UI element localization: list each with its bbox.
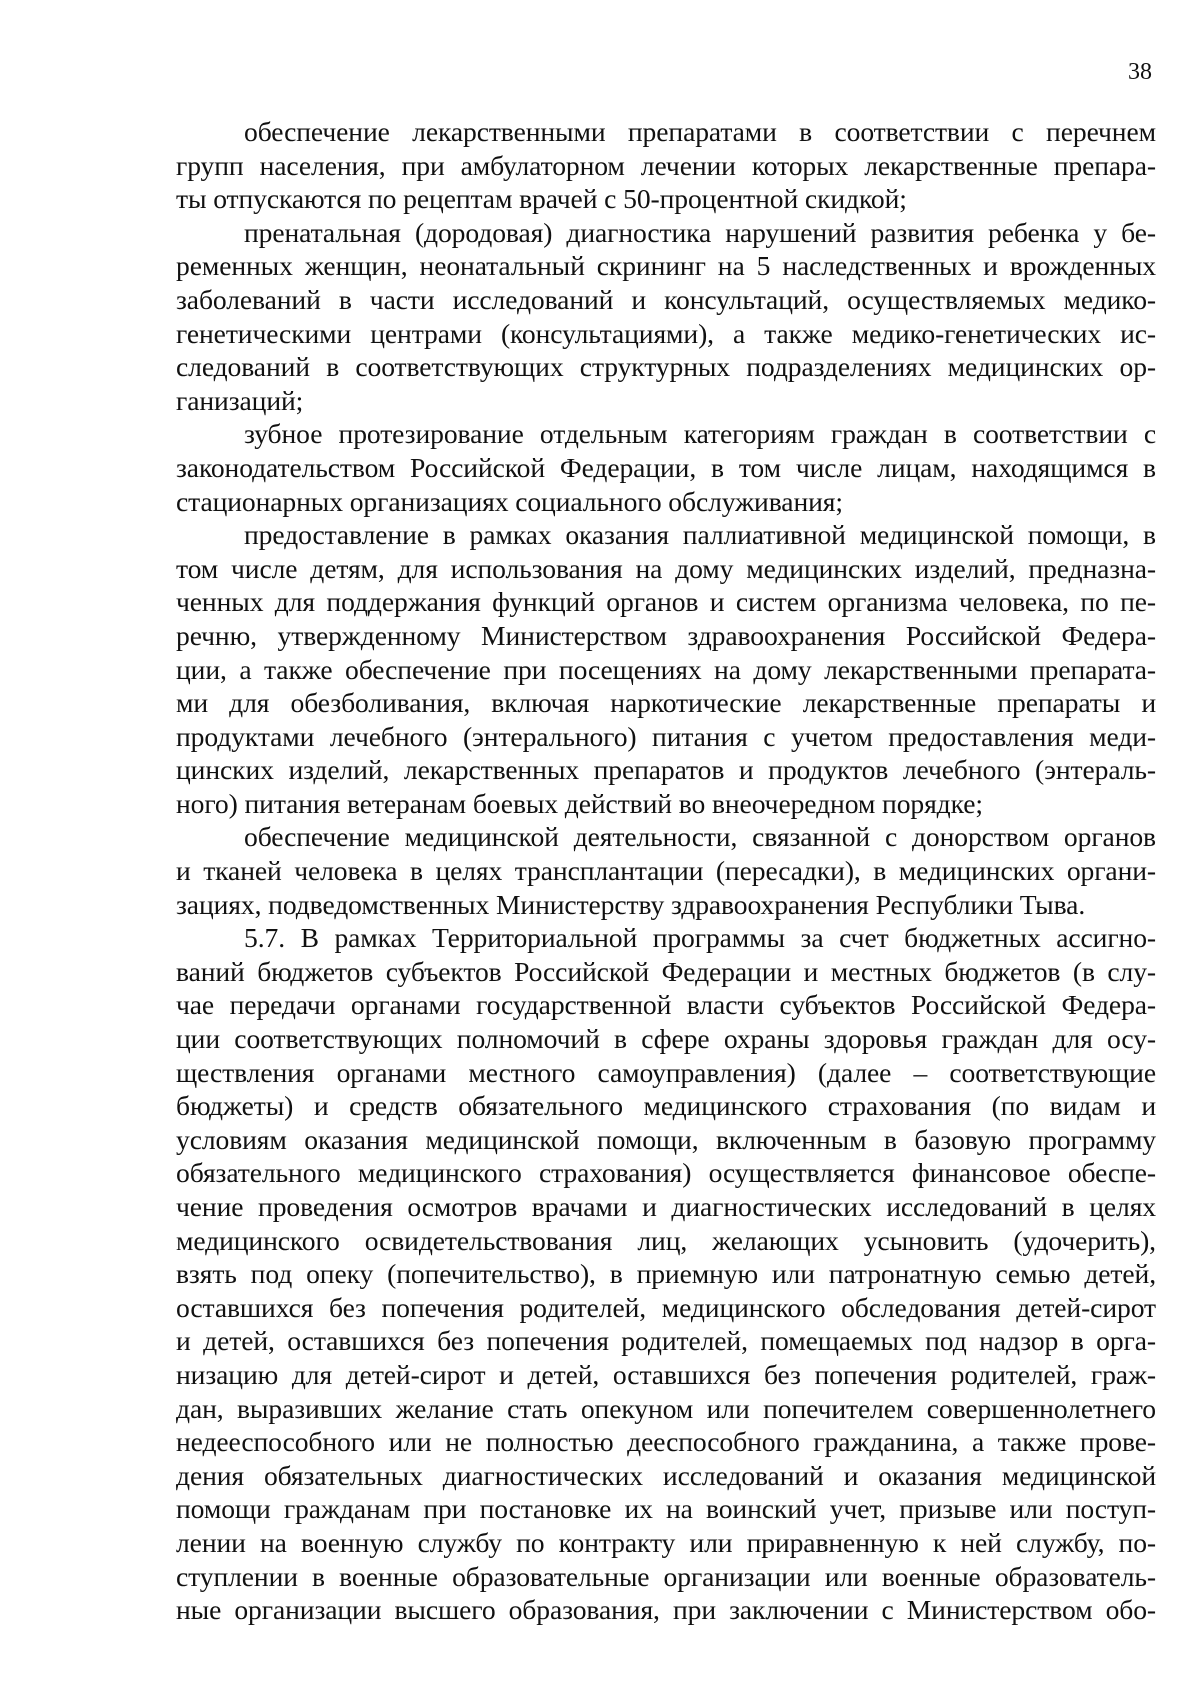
text-line: оставшихся без попечения родителей, медицинского обследования детей-сирот — [176, 1291, 1156, 1323]
text-line: ции, а также обеспечение при посещениях на дому лекарственными препарата- — [176, 653, 1156, 685]
text-line: и детей, оставшихся без попечения родителей, помещаемых под надзор в орга- — [176, 1325, 1156, 1357]
text-line: продуктами лечебного (энтерального) питания с учетом предоставления меди- — [176, 720, 1156, 752]
text-line: ми для обезболивания, включая наркотические лекарственные препараты и — [176, 687, 1156, 719]
text-line: обеспечение медицинской деятельности, связанной с донорством органов — [244, 821, 1156, 853]
text-line: медицинского освидетельствования лиц, желающих усыновить (удочерить), — [176, 1224, 1156, 1256]
text-line: ного) питания ветеранам боевых действий во внеочередном порядке; — [176, 787, 983, 819]
paragraph — [176, 115, 1156, 216]
text-line: лении на военную службу по контракту или приравненную к ней службу, по- — [176, 1526, 1156, 1558]
text-line: низацию для детей-сирот и детей, оставшихся без попечения родителей, граж- — [176, 1358, 1156, 1390]
body-text — [176, 115, 1156, 1627]
text-line: предоставление в рамках оказания паллиативной медицинской помощи, в — [244, 519, 1156, 551]
text-line: помощи гражданам при постановке их на воинский учет, призыве или поступ- — [176, 1493, 1156, 1525]
text-line: ченных для поддержания функций органов и систем организма человека, по пе- — [176, 586, 1156, 618]
text-line: дан, выразивших желание стать опекуном или попечителем совершеннолетнего — [176, 1392, 1156, 1424]
page-number: 38 — [1128, 59, 1152, 85]
text-line: законодательством Российской Федерации, в том числе лицам, находящимся в — [176, 451, 1156, 483]
text-line: групп населения, при амбулаторном лечении которых лекарственные препара- — [176, 149, 1156, 181]
text-line: чение проведения осмотров врачами и диагностических исследований в целях — [176, 1191, 1156, 1222]
text-line: зубное протезирование отдельным категориям граждан в соответствии с — [244, 418, 1156, 450]
text-line: недееспособного или не полностью дееспособного гражданина, а также прове- — [176, 1426, 1156, 1458]
text-line: ществления органами местного самоуправления) (далее – соответствующие — [176, 1056, 1156, 1088]
text-line: стационарных организациях социального обслуживания; — [176, 485, 843, 517]
text-line: пренатальная (дородовая) диагностика нарушений развития ребенка у бе- — [244, 216, 1156, 248]
text-line: взять под опеку (попечительство), в приемную или патронатную семью детей, — [176, 1258, 1156, 1290]
text-line: ные организации высшего образования, при заключении с Министерством обо- — [176, 1594, 1156, 1626]
text-line: ваний бюджетов субъектов Российской Федерации и местных бюджетов (в слу- — [176, 955, 1156, 987]
text-line: ты отпускаются по рецептам врачей с 50-процентной скидкой; — [176, 183, 907, 215]
text-line: цинских изделий, лекарственных препаратов и продуктов лечебного (энтераль- — [176, 754, 1156, 786]
text-line: условиям оказания медицинской помощи, включенным в базовую программу — [176, 1123, 1156, 1155]
text-line: заболеваний в части исследований и консультаций, осуществляемых медико- — [176, 283, 1156, 315]
text-line: обеспечение лекарственными препаратами в соответствии с перечнем — [244, 116, 1156, 147]
text-line: 5.7. В рамках Территориальной программы за счет бюджетных ассигно- — [244, 922, 1156, 954]
text-line: зациях, подведомственных Министерству здравоохранения Республики Тыва. — [176, 888, 1086, 920]
text-line: дения обязательных диагностических исследований и оказания медицинской — [176, 1459, 1156, 1491]
text-line: речню, утвержденному Министерством здравоохранения Российской Федера- — [176, 619, 1156, 651]
text-line: ременных женщин, неонатальный скрининг на 5 наследственных и врожденных — [176, 250, 1156, 282]
text-line: ступлении в военные образовательные организации или военные образователь- — [176, 1560, 1156, 1592]
paragraph — [176, 820, 1156, 921]
paragraph — [176, 216, 1156, 418]
text-line: ции соответствующих полномочий в сфере охраны здоровья граждан для осу- — [176, 1023, 1156, 1055]
text-line: бюджеты) и средств обязательного медицинского страхования (по видам и — [176, 1090, 1156, 1122]
paragraph — [176, 518, 1156, 820]
text-line: обязательного медицинского страхования) осуществляется финансовое обеспе- — [176, 1157, 1156, 1189]
text-line: том числе детям, для использования на дому медицинских изделий, предназна- — [176, 552, 1156, 584]
text-line: генетическими центрами (консультациями), а также медико-генетических ис- — [176, 317, 1156, 349]
paragraph — [176, 417, 1156, 518]
text-line: ганизаций; — [176, 384, 304, 416]
text-line: и тканей человека в целях трансплантации (пересадки), в медицинских органи- — [176, 855, 1156, 887]
paragraph — [176, 921, 1156, 1626]
text-line: чае передачи органами государственной власти субъектов Российской Федера- — [176, 989, 1156, 1021]
text-line: следований в соответствующих структурных подразделениях медицинских ор- — [176, 351, 1156, 383]
